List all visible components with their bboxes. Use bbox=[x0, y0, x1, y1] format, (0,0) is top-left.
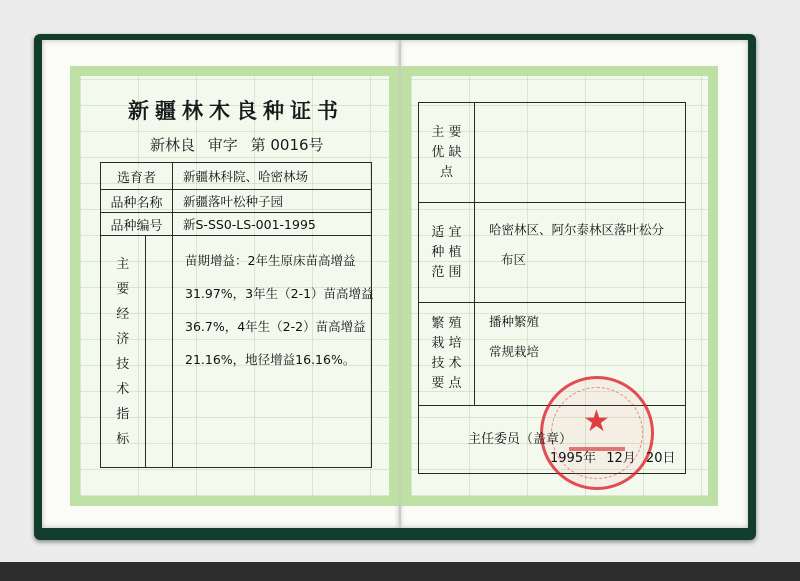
cultivation-tech-label: 繁 殖 栽 培 技 术 要 点 bbox=[419, 303, 475, 406]
approval-number bbox=[150, 134, 332, 155]
pros-cons-value bbox=[475, 103, 686, 203]
econ-label-char: 指 bbox=[116, 406, 130, 422]
econ-line: 苗期增益：2年生原床苗高增益 bbox=[185, 253, 356, 268]
seal-star-icon: ★ bbox=[583, 404, 610, 439]
economic-indicators-label bbox=[101, 236, 173, 468]
econ-label-char: 要 bbox=[116, 281, 130, 297]
certificate-left-table bbox=[100, 162, 372, 468]
variety-code-label: 品种编号 bbox=[101, 213, 173, 236]
econ-line: 31.97%，3年生（2-1）苗高增益 bbox=[185, 286, 374, 301]
issue-day: 20日 bbox=[645, 451, 676, 466]
planting-region-label: 适 宜 种 植 范 围 bbox=[419, 203, 475, 303]
breeder-value: 新疆林科院、哈密林场 bbox=[173, 163, 372, 190]
variety-code-value: 新S-SS0-LS-001-1995 bbox=[173, 213, 372, 236]
econ-label-char: 技 bbox=[116, 356, 130, 372]
econ-label-char: 主 bbox=[116, 256, 130, 272]
approval-word: 审字 bbox=[207, 136, 238, 154]
director-signature: 主任委员（盖章） bbox=[468, 432, 573, 447]
variety-name-value: 新疆落叶松种子园 bbox=[173, 190, 372, 213]
approval-prefix: 新林良 bbox=[150, 136, 196, 154]
econ-label-char: 经 bbox=[116, 306, 130, 322]
variety-name-label: 品种名称 bbox=[101, 190, 173, 213]
issue-month: 12月 bbox=[606, 451, 636, 466]
cultivation-tech-value: 播种繁殖 常规栽培 bbox=[475, 303, 686, 406]
econ-line: 36.7%，4年生（2-2）苗高增益 bbox=[185, 319, 366, 334]
econ-label-char: 济 bbox=[116, 331, 130, 347]
planting-region-value: 哈密林区、阿尔泰林区落叶松分 布区 bbox=[475, 203, 686, 303]
issue-date bbox=[550, 447, 681, 466]
economic-indicators-value bbox=[173, 236, 372, 468]
scan-bottom-edge bbox=[0, 562, 800, 581]
breeder-label: 选育者 bbox=[101, 163, 173, 190]
issue-year: 1995年 bbox=[550, 451, 597, 466]
econ-label-char: 术 bbox=[116, 381, 130, 397]
pros-cons-label: 主 要 优 缺 点 bbox=[419, 103, 475, 203]
approval-number-value: 第 0016号 bbox=[250, 136, 324, 154]
econ-label-char: 标 bbox=[116, 431, 130, 447]
econ-line: 21.16%，地径增益16.16%。 bbox=[185, 352, 356, 367]
certificate-title: 新疆林木良种证书 bbox=[128, 99, 344, 123]
